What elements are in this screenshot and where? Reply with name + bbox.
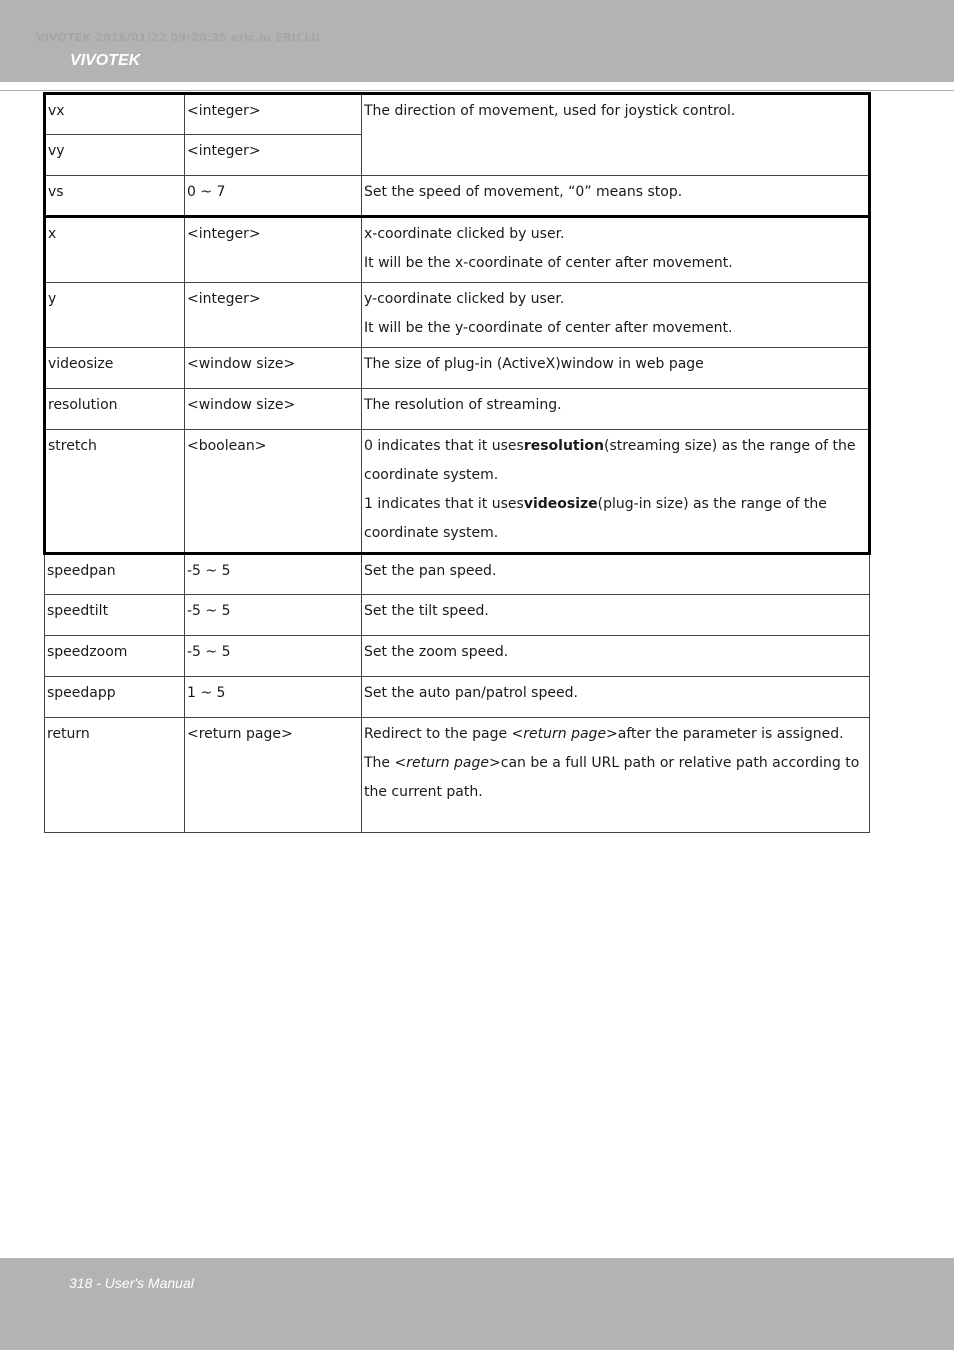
param-value: <return page> — [185, 718, 362, 833]
table-row — [45, 430, 870, 554]
description-line: It will be the y-coordinate of center after movement. — [364, 320, 733, 336]
text-run: can be a full URL path or relative path according to — [500, 755, 860, 771]
bold-term: resolution — [523, 438, 605, 454]
param-value: -5 ~ 5 — [185, 554, 362, 595]
description-line — [364, 432, 866, 461]
param-description: The resolution of streaming. — [362, 389, 870, 430]
param-description: Set the zoom speed. — [362, 636, 870, 677]
param-name: x — [45, 217, 185, 283]
text-run: Redirect to the page — [364, 726, 512, 742]
param-value: -5 ~ 5 — [185, 595, 362, 636]
param-description: Set the tilt speed. — [362, 595, 870, 636]
param-description: The size of plug-in (ActiveX)window in web page — [362, 348, 870, 389]
page-header — [0, 0, 954, 82]
text-run: after the parameter is assigned. — [617, 726, 844, 742]
param-name: speedpan — [45, 554, 185, 595]
description-line: It will be the x-coordinate of center after movement. — [364, 255, 733, 271]
table-row — [45, 176, 870, 217]
text-run: (plug-in size) as the range of the — [597, 496, 827, 512]
param-name: vs — [45, 176, 185, 217]
italic-term: <return page> — [511, 726, 618, 742]
param-description: The direction of movement, used for joystick control. — [362, 94, 870, 176]
text-run: 0 indicates that it uses — [364, 438, 524, 454]
table-row — [45, 554, 870, 595]
param-value: <window size> — [185, 389, 362, 430]
param-name: resolution — [45, 389, 185, 430]
description-line — [364, 749, 867, 778]
table-row — [45, 94, 870, 135]
param-value: 0 ~ 7 — [185, 176, 362, 217]
page-footer — [0, 1258, 954, 1350]
table-row — [45, 283, 870, 348]
table-row — [45, 718, 870, 833]
param-name: videosize — [45, 348, 185, 389]
text-run: The — [364, 755, 395, 771]
param-description: Set the speed of movement, “0” means stop. — [362, 176, 870, 217]
description-line — [364, 490, 866, 519]
param-value: <integer> — [185, 217, 362, 283]
table-row — [45, 595, 870, 636]
table-row — [45, 348, 870, 389]
brand-logo-text: VIVOTEK — [70, 52, 141, 69]
param-name: stretch — [45, 430, 185, 554]
param-value: <integer> — [185, 135, 362, 176]
param-name: vx — [45, 94, 185, 135]
parameter-table — [43, 92, 871, 833]
param-name: speedapp — [45, 677, 185, 718]
description-line: coordinate system. — [364, 467, 499, 483]
table-row — [45, 389, 870, 430]
param-value: <integer> — [185, 283, 362, 348]
param-name: vy — [45, 135, 185, 176]
bold-term: videosize — [523, 496, 598, 512]
description-line: the current path. — [364, 784, 483, 800]
param-description: Set the auto pan/patrol speed. — [362, 677, 870, 718]
description-line: coordinate system. — [364, 525, 499, 541]
header-divider — [0, 90, 954, 91]
watermark-text: VIVOTEK 2016/01/22 09:20:35 eric.lu ERICLU — [36, 31, 321, 44]
text-run: 1 indicates that it uses — [364, 496, 524, 512]
param-value: <integer> — [185, 94, 362, 135]
param-value: <boolean> — [185, 430, 362, 554]
description-line: y-coordinate clicked by user. — [364, 291, 565, 307]
param-value: <window size> — [185, 348, 362, 389]
table-row — [45, 636, 870, 677]
param-name: speedtilt — [45, 595, 185, 636]
param-value: 1 ~ 5 — [185, 677, 362, 718]
param-value: -5 ~ 5 — [185, 636, 362, 677]
italic-term: <return page> — [394, 755, 501, 771]
param-name: return — [45, 718, 185, 833]
param-description — [362, 283, 870, 348]
param-description — [362, 718, 870, 833]
param-name: y — [45, 283, 185, 348]
param-name: speedzoom — [45, 636, 185, 677]
table-row — [45, 677, 870, 718]
description-line — [364, 720, 867, 749]
param-description: Set the pan speed. — [362, 554, 870, 595]
page-number: 318 - User's Manual — [69, 1275, 194, 1291]
description-line: x-coordinate clicked by user. — [364, 226, 565, 242]
text-run: (streaming size) as the range of the — [604, 438, 856, 454]
param-description — [362, 430, 870, 554]
table-row — [45, 217, 870, 283]
param-description — [362, 217, 870, 283]
